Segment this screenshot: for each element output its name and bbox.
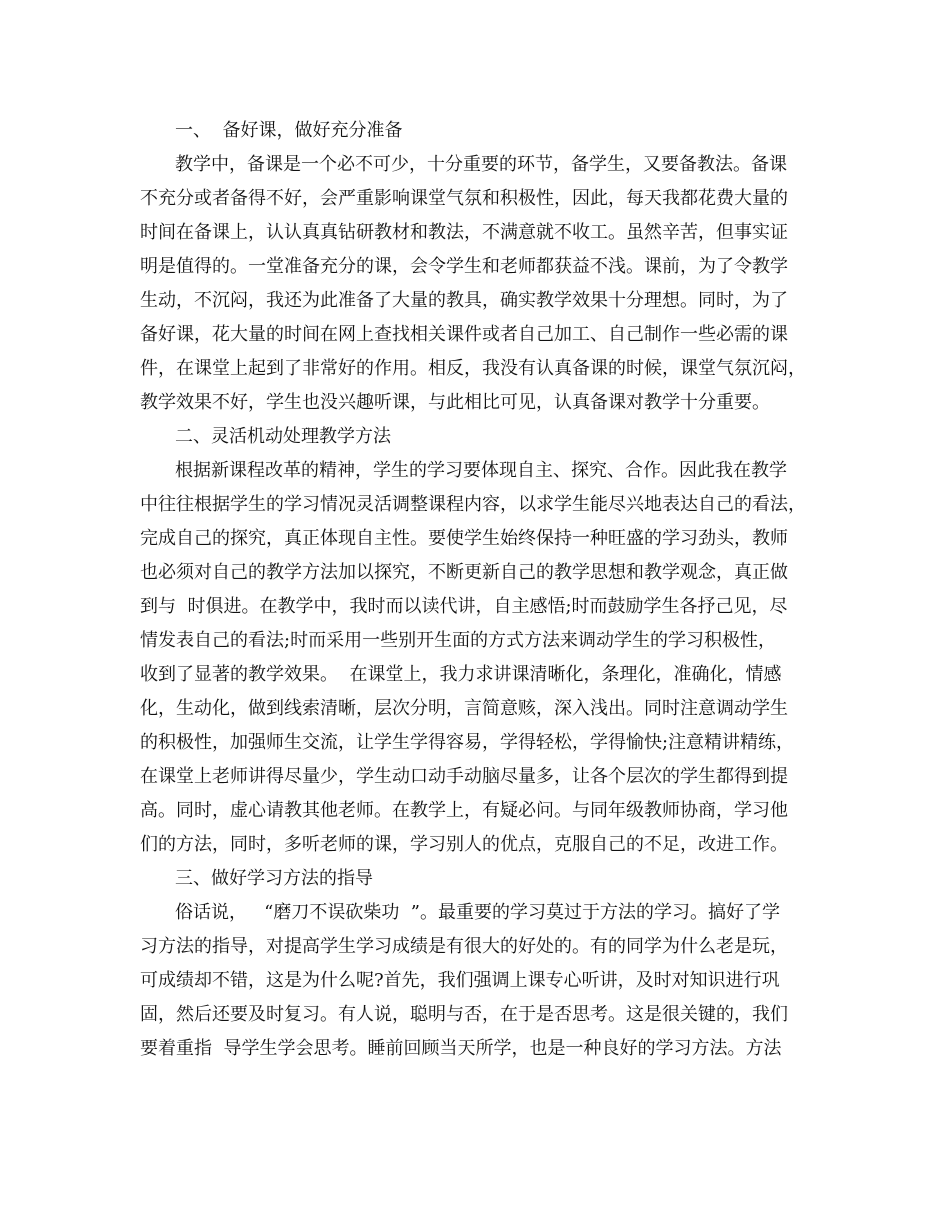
paragraph-line: 时间在备课上，认认真真钻研教材和教法，不满意就不收工。虽然辛苦，但事实证: [140, 222, 788, 243]
paragraph-line: 们的方法，同时，多听老师的课，学习别人的优点，克服自己的不足，改进工作。: [140, 834, 788, 855]
paragraph-line: 备好课，花大量的时间在网上查找相关课件或者自己加工、自己制作一些必需的课: [140, 324, 788, 345]
paragraph-line: 也必须对自己的教学方法加以探究，不断更新自己的教学思想和教学观念，真正做: [140, 562, 788, 583]
paragraph-line: 中往往根据学生的学习情况灵活调整课程内容，以求学生能尽兴地表达自己的看法，: [140, 494, 806, 515]
paragraph-line: 教学中，备课是一个必不可少，十分重要的环节，备学生，又要备教法。备课: [175, 154, 787, 175]
paragraph-line: 习方法的指导，对提高学生学习成绩是有很大的好处的。有的同学为什么老是玩，: [140, 936, 788, 957]
paragraph-line: 件，在课堂上起到了非常好的作用。相反，我没有认真备课的时候，课堂气氛沉闷，: [140, 358, 806, 379]
paragraph-line: 要着重指 导学生学会思考。睡前回顾当天所学，也是一种良好的学习方法。方法: [140, 1038, 782, 1059]
paragraph-line: 生动，不沉闷，我还为此准备了大量的教具，确实教学效果十分理想。同时，为了: [140, 290, 788, 311]
paragraph-line: 俗话说， “磨刀不误砍柴功 ”。最重要的学习莫过于方法的学习。搞好了学: [175, 902, 781, 923]
heading-section-1: 一、 备好课，做好充分准备: [175, 120, 403, 141]
paragraph-line: 情发表自己的看法;时而采用一些别开生面的方式方法来调动学生的学习积极性，: [140, 630, 777, 651]
paragraph-line: 明是值得的。一堂准备充分的课，会令学生和老师都获益不浅。课前，为了令教学: [140, 256, 788, 277]
paragraph-line: 教学效果不好，学生也没兴趣听课，与此相比可见，认真备课对教学十分重要。: [140, 392, 770, 413]
paragraph-line: 不充分或者备得不好，会严重影响课堂气氛和积极性，因此，每天我都花费大量的: [140, 188, 788, 209]
paragraph-line: 的积极性，加强师生交流，让学生学得容易，学得轻松，学得愉快;注意精讲精练，: [140, 732, 795, 753]
paragraph-line: 到与 时俱进。在教学中，我时而以读代讲，自主感悟;时而鼓励学生各抒己见，尽: [140, 596, 788, 617]
paragraph-line: 可成绩却不错，这是为什么呢?首先，我们强调上课专心听讲，及时对知识进行巩: [140, 970, 780, 991]
heading-section-2: 二、灵活机动处理教学方法: [175, 426, 391, 447]
paragraph-line: 高。同时，虚心请教其他老师。在教学上，有疑必问。与同年级教师协商，学习他: [140, 800, 788, 821]
paragraph-line: 收到了显著的教学效果。 在课堂上，我力求讲课清晰化，条理化，准确化，情感: [140, 664, 782, 685]
heading-section-3: 三、做好学习方法的指导: [175, 868, 373, 889]
paragraph-line: 化，生动化，做到线索清晰，层次分明，言简意赅，深入浅出。同时注意调动学生: [140, 698, 788, 719]
paragraph-line: 完成自己的探究，真正体现自主性。要使学生始终保持一种旺盛的学习劲头，教师: [140, 528, 788, 549]
paragraph-line: 在课堂上老师讲得尽量少，学生动口动手动脑尽量多，让各个层次的学生都得到提: [140, 766, 788, 787]
paragraph-line: 固，然后还要及时复习。有人说，聪明与否，在于是否思考。这是很关键的，我们: [140, 1004, 788, 1025]
paragraph-line: 根据新课程改革的精神，学生的学习要体现自主、探究、合作。因此我在教学: [175, 460, 787, 481]
